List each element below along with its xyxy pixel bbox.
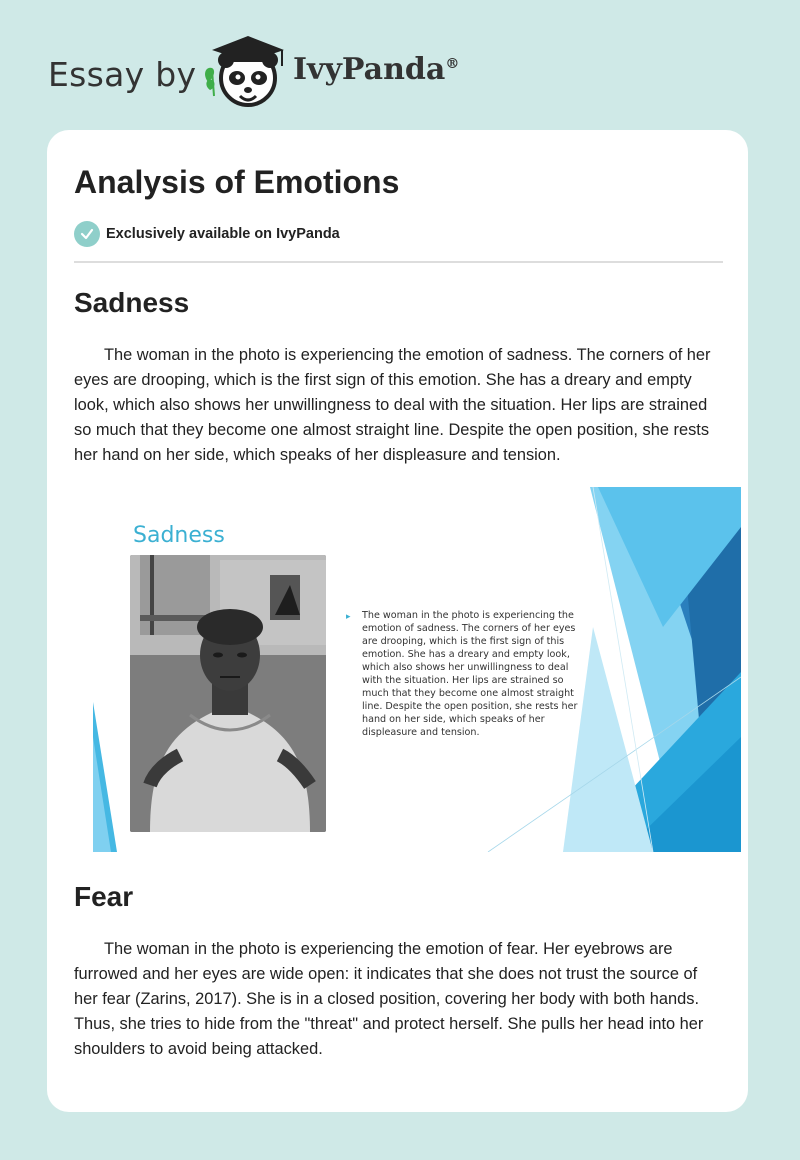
woman-photo	[130, 555, 326, 832]
check-icon	[74, 221, 100, 247]
exclusive-label: Exclusively available on IvyPanda	[106, 226, 340, 242]
section-heading-sadness: Sadness	[74, 287, 190, 318]
section-text-fear: The woman in the photo is experiencing the emotion of fear. Her eyebrows are furrowed and her eyes are wide open: it indicates that she does not trust the source of her fear (Zarins, 2017). She is in a closed position, covering her body with both hands. Thus, she tries to hide from the "threat" and protect herself. She pulls her head into her shoulders to avoid being attacked.	[74, 940, 704, 1058]
section-text-sadness: The woman in the photo is experiencing the emotion of sadness. The corners of her eyes are drooping, which is the first sign of this emotion. She has a dreary and empty look, which also shows her unwillingness to deal with the situation. Her lips are strained so much that they become one almost straight line. Despite the open position, she rests her hand on her side, which speaks of her displeasure and tension.	[74, 346, 711, 464]
slide-text: The woman in the photo is experiencing the emotion of sadness. The corners of her eyes are drooping, which is the first sign of this emotion. She has a dreary and empty look, which also shows her unwillingness to deal with the situation. Her lips are strained so much that they become one almost straight line. Despite the open position, she rests her hand on her side, which speaks of her displeasure and tension.	[362, 610, 578, 738]
slide-bullet-icon: ▸	[346, 611, 351, 621]
article-card	[47, 130, 748, 1112]
ivypanda-logo-link[interactable]	[0, 34, 470, 114]
slide-title: Sadness	[133, 523, 225, 548]
brand-name: IvyPanda®	[293, 52, 460, 87]
section-heading-fear: Fear	[74, 881, 134, 912]
panda-logo-icon	[200, 34, 290, 114]
slide-image	[93, 487, 741, 852]
essay-by-label: Essay by	[48, 54, 197, 94]
page-title: Analysis of Emotions	[74, 164, 400, 200]
divider	[74, 261, 723, 263]
exclusive-badge	[74, 221, 340, 247]
